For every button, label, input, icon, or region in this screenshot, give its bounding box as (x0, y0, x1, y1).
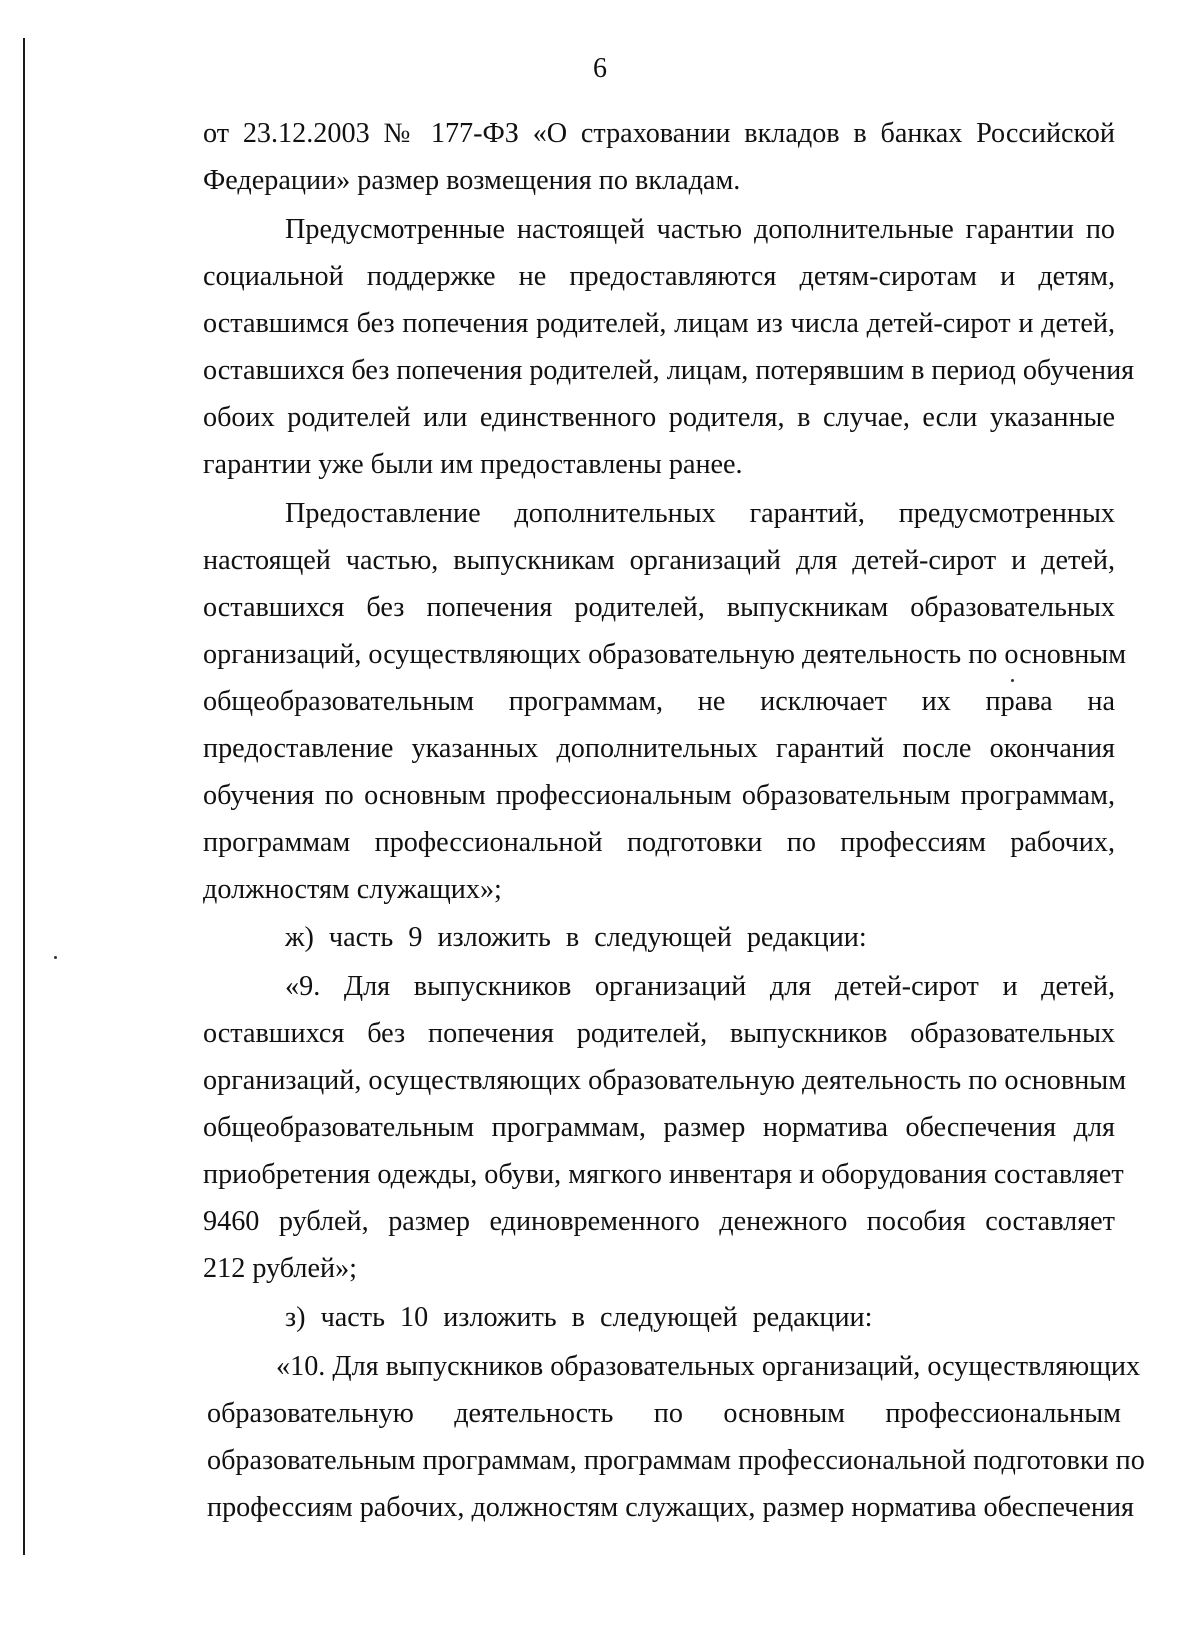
text-line: обоих родителей или единственного родителя, в случае, если указанные (203, 402, 1115, 433)
text-line: 9460 рублей, размер единовременного денежного пособия составляет (203, 1206, 1115, 1237)
text-line: оставшихся без попечения родителей, лицам, потерявшим в период обучения (203, 355, 1135, 386)
text-line: «10. Для выпускников образовательных организаций, осуществляющих (276, 1351, 1141, 1382)
text-line: гарантии уже были им предоставлены ранее. (203, 449, 743, 480)
text-line: «9. Для выпускников организаций для детей-сирот и детей, (285, 971, 1115, 1002)
text-line: 212 рублей»; (203, 1253, 357, 1284)
scan-speck (54, 956, 57, 959)
text-line: з) часть 10 изложить в следующей редакции: (285, 1302, 873, 1333)
text-line: оставшимся без попечения родителей, лицам из числа детей-сирот и детей, (203, 308, 1115, 339)
scan-binding-edge (23, 38, 25, 1555)
scan-speck (1011, 679, 1014, 682)
text-line: общеобразовательным программам, не исключает их права на (203, 686, 1115, 717)
text-line: Предоставление дополнительных гарантий, предусмотренных (285, 498, 1115, 529)
text-line: общеобразовательным программам, размер норматива обеспечения для (203, 1112, 1115, 1143)
text-line: организаций, осуществляющих образовательную деятельность по основным (203, 1065, 1127, 1096)
text-line: настоящей частью, выпускникам организаций для детей-сирот и детей, (203, 545, 1115, 576)
text-line: Федерации» размер возмещения по вкладам. (203, 165, 741, 196)
text-line: профессиям рабочих, должностям служащих, размер норматива обеспечения (207, 1492, 1135, 1523)
page-number: 6 (593, 53, 607, 84)
text-line: образовательную деятельность по основным профессиональным (207, 1398, 1121, 1429)
text-line: приобретения одежды, обуви, мягкого инвентаря и оборудования составляет (203, 1159, 1124, 1190)
text-line: программам профессиональной подготовки по профессиям рабочих, (203, 827, 1115, 858)
text-line: предоставление указанных дополнительных гарантий после окончания (203, 733, 1115, 764)
text-line: оставшихся без попечения родителей, выпускников образовательных (203, 1018, 1115, 1049)
text-line: должностям служащих»; (203, 874, 502, 905)
text-line: оставшихся без попечения родителей, выпускникам образовательных (203, 592, 1115, 623)
text-line: образовательным программам, программам профессиональной подготовки по (207, 1445, 1145, 1476)
text-line: ж) часть 9 изложить в следующей редакции: (285, 922, 867, 953)
text-line: от 23.12.2003 № 177-ФЗ «О страховании вкладов в банках Российской (203, 118, 1115, 149)
text-line: социальной поддержке не предоставляются детям-сиротам и детям, (203, 261, 1115, 292)
text-line: обучения по основным профессиональным образовательным программам, (203, 780, 1115, 811)
text-line: организаций, осуществляющих образовательную деятельность по основным (203, 639, 1127, 670)
text-line: Предусмотренные настоящей частью дополнительные гарантии по (285, 214, 1115, 245)
